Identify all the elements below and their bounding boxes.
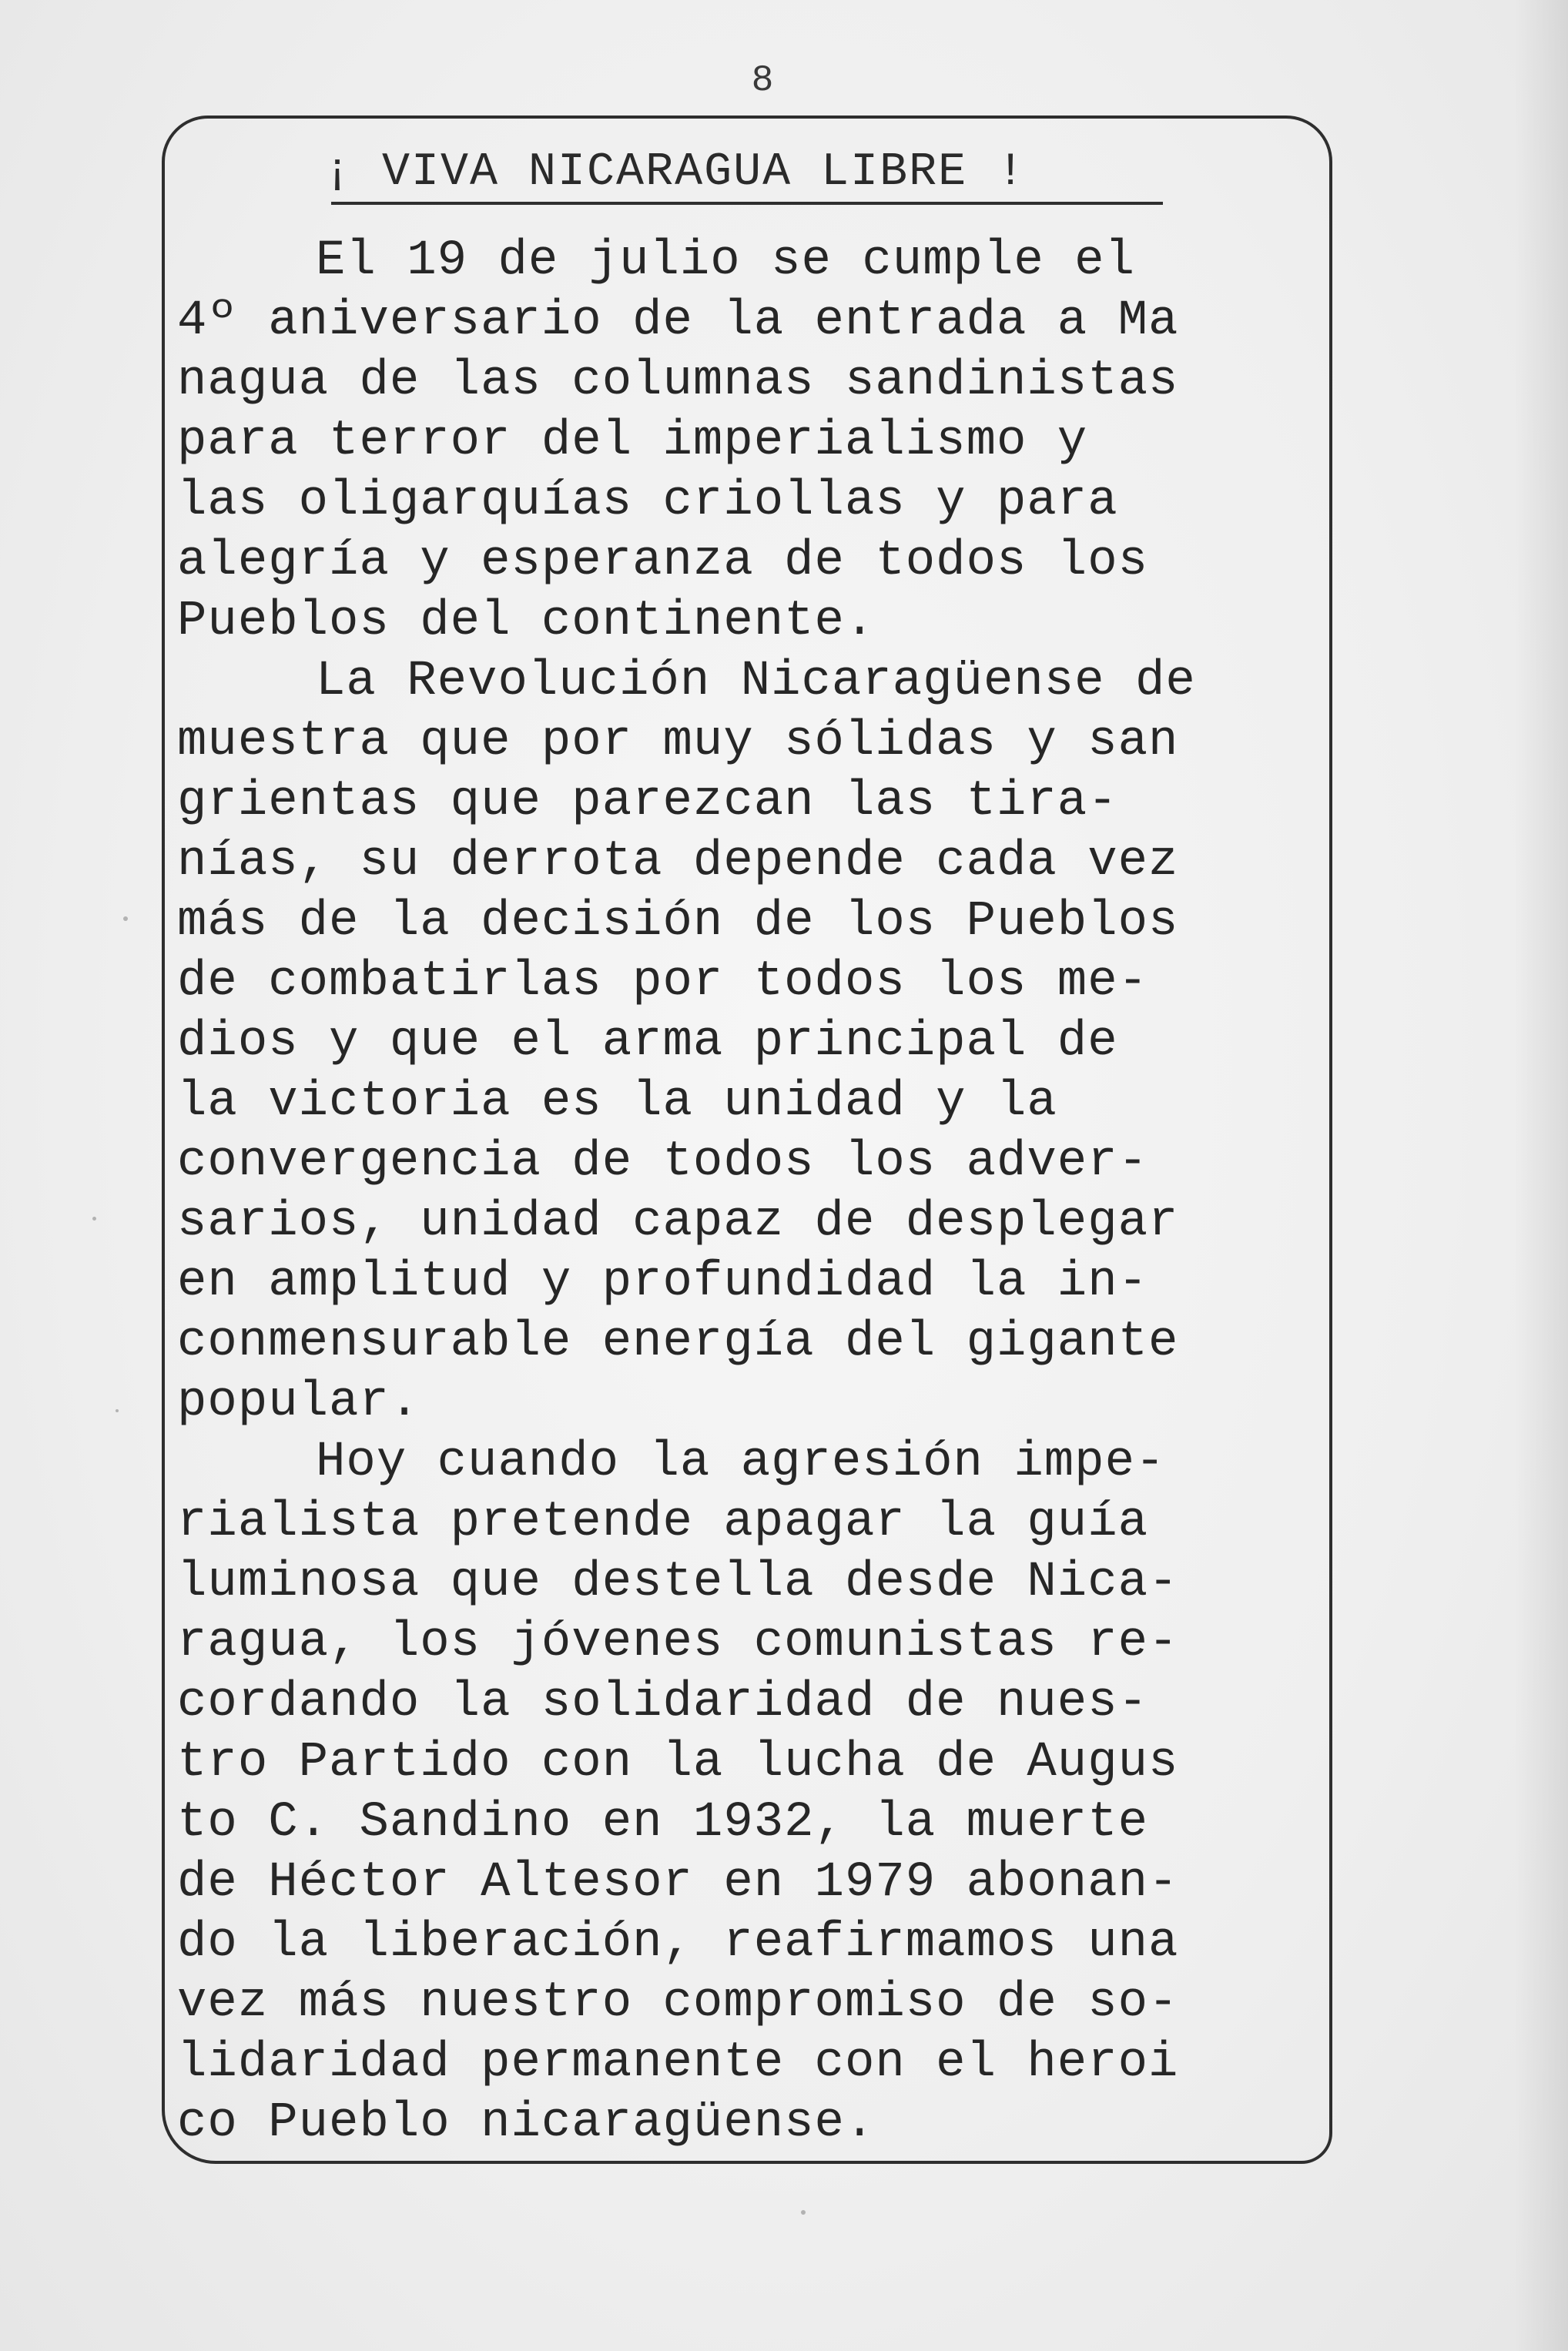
text-line: vez más nuestro compromiso de so-: [177, 1975, 1179, 2031]
text-line: ragua, los jóvenes comunistas re-: [177, 1615, 1179, 1670]
text-line: más de la decisión de los Pueblos: [177, 894, 1179, 949]
text-line: do la liberación, reafirmamos una: [177, 1915, 1179, 1971]
text-line: en amplitud y profundidad la in-: [177, 1254, 1148, 1310]
text-line: convergencia de todos los adver-: [177, 1134, 1148, 1190]
text-line: la victoria es la unidad y la: [177, 1074, 1057, 1130]
text-line: muestra que por muy sólidas y san: [177, 714, 1179, 769]
text-line: nías, su derrota depende cada vez: [177, 834, 1179, 889]
text-line: El 19 de julio se cumple el: [316, 233, 1135, 289]
text-line: popular.: [177, 1375, 420, 1430]
text-line: to C. Sandino en 1932, la muerte: [177, 1795, 1148, 1850]
scan-speck: [123, 916, 128, 921]
text-line: grientas que parezcan las tira-: [177, 774, 1118, 829]
text-line: conmensurable energía del gigante: [177, 1314, 1179, 1370]
text-line: Pueblos del continente.: [177, 594, 876, 649]
text-line: Hoy cuando la agresión impe-: [316, 1435, 1166, 1490]
text-line: para terror del imperialismo y: [177, 414, 1088, 469]
text-line: de combatirlas por todos los me-: [177, 954, 1148, 1010]
text-line: 4º aniversario de la entrada a Ma: [177, 293, 1179, 349]
text-line: de Héctor Altesor en 1979 abonan-: [177, 1855, 1179, 1911]
page-edge-shadow: [1514, 0, 1568, 2351]
text-line: lidaridad permanente con el heroi: [177, 2035, 1179, 2091]
title-underline: [331, 202, 1163, 205]
page-number: 8: [751, 60, 774, 102]
scan-speck: [801, 2210, 806, 2215]
scan-speck: [92, 1217, 96, 1221]
text-line: rialista pretende apagar la guía: [177, 1495, 1148, 1550]
text-line: sarios, unidad capaz de desplegar: [177, 1194, 1179, 1250]
article-body: [177, 231, 1325, 2153]
text-line: alegría y esperanza de todos los: [177, 534, 1148, 589]
text-line: luminosa que destella desde Nica-: [177, 1555, 1179, 1610]
text-line: las oligarquías criollas y para: [177, 474, 1118, 529]
scan-speck: [116, 1409, 119, 1412]
text-line: cordando la solidaridad de nues-: [177, 1675, 1148, 1730]
text-line: La Revolución Nicaragüense de: [316, 654, 1196, 709]
text-line: co Pueblo nicaragüense.: [177, 2095, 876, 2151]
text-line: dios y que el arma principal de: [177, 1014, 1118, 1070]
text-line: nagua de las columnas sandinistas: [177, 353, 1179, 409]
page-title: ¡ VIVA NICARAGUA LIBRE !: [323, 146, 1027, 199]
text-line: tro Partido con la lucha de Augus: [177, 1735, 1179, 1790]
